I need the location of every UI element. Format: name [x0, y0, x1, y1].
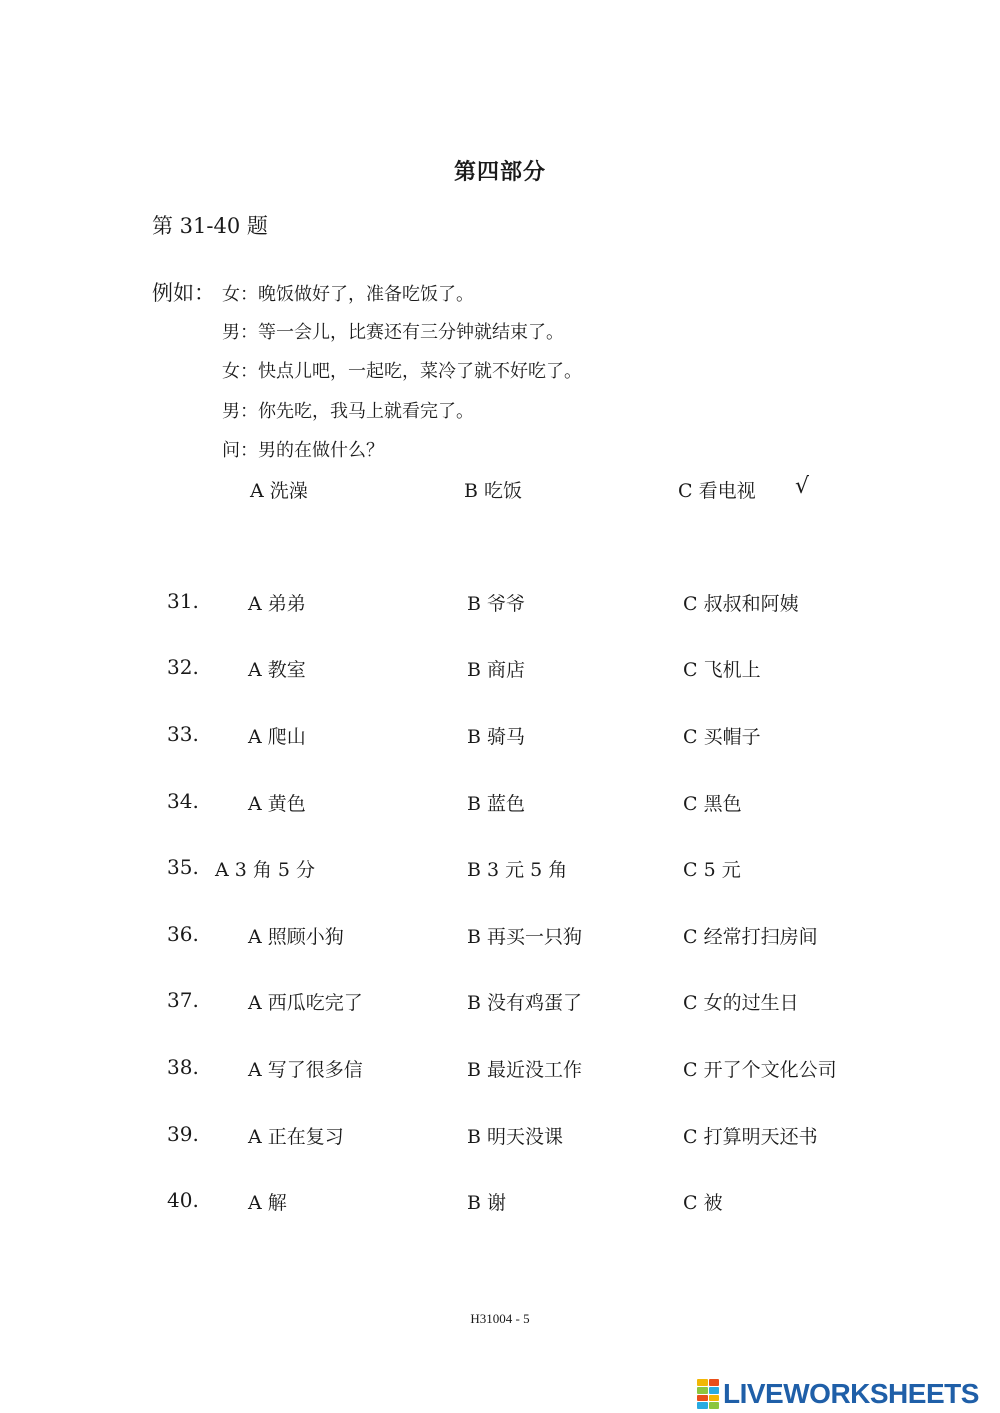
question-option-a: A 照顾小狗	[248, 926, 344, 948]
question-option-a: A 爬山	[248, 726, 306, 748]
question-number: 34.	[167, 789, 199, 813]
question-number: 35.	[167, 855, 199, 879]
example-question: 问：男的在做什么？	[222, 440, 384, 461]
question-option-b: B 骑马	[467, 726, 526, 748]
question-option-a: A 写了很多信	[248, 1059, 363, 1081]
check-mark-icon: √	[795, 474, 810, 499]
question-option-a: A 西瓜吃完了	[248, 992, 363, 1014]
question-option-a: A 弟弟	[248, 593, 306, 615]
brand-logo-icon	[697, 1379, 719, 1409]
question-option-b: B 明天没课	[467, 1126, 564, 1148]
question-number: 39.	[167, 1122, 199, 1146]
question-option-b: B 谢	[467, 1192, 507, 1214]
page-code: H31004 - 5	[470, 1311, 530, 1326]
section-title: 第四部分	[453, 159, 546, 185]
question-option-a: A 教室	[248, 659, 306, 681]
question-option-c: C 开了个文化公司	[683, 1059, 837, 1081]
example-line-4: 男：你先吃，我马上就看完了。	[222, 401, 474, 422]
example-prefix: 例如：	[152, 281, 215, 305]
question-option-c: C 5 元	[683, 859, 741, 881]
question-option-c: C 买帽子	[683, 726, 761, 748]
example-option-a: A 洗澡	[250, 480, 308, 502]
brand-watermark	[697, 1376, 979, 1412]
example-line-2: 男：等一会儿，比赛还有三分钟就结束了。	[222, 322, 564, 343]
question-option-b: B 3 元 5 角	[467, 859, 568, 881]
question-number: 31.	[167, 589, 199, 613]
question-number: 32.	[167, 655, 199, 679]
question-number: 36.	[167, 922, 199, 946]
example-option-c: C 看电视	[678, 480, 756, 502]
question-option-b: B 蓝色	[467, 793, 526, 815]
question-option-a: A 黄色	[248, 793, 306, 815]
question-number: 40.	[167, 1188, 199, 1212]
question-option-c: C 经常打扫房间	[683, 926, 818, 948]
example-line-1: 女：晚饭做好了，准备吃饭了。	[222, 284, 474, 305]
question-option-b: B 商店	[467, 659, 526, 681]
question-option-a: A 3 角 5 分	[215, 859, 316, 881]
question-range: 第 31-40 题	[152, 214, 268, 238]
brand-name: LIVEWORKSHEETS	[723, 1378, 979, 1409]
question-option-a: A 解	[248, 1192, 287, 1214]
question-option-c: C 被	[683, 1192, 723, 1214]
question-option-b: B 再买一只狗	[467, 926, 583, 948]
question-option-c: C 打算明天还书	[683, 1126, 818, 1148]
question-option-b: B 没有鸡蛋了	[467, 992, 583, 1014]
question-option-a: A 正在复习	[248, 1126, 344, 1148]
question-number: 38.	[167, 1055, 199, 1079]
question-option-b: B 最近没工作	[467, 1059, 583, 1081]
question-number: 37.	[167, 988, 199, 1012]
example-line-3: 女：快点儿吧，一起吃，菜冷了就不好吃了。	[222, 361, 582, 382]
question-option-c: C 叔叔和阿姨	[683, 593, 799, 615]
question-option-c: C 黑色	[683, 793, 742, 815]
question-option-c: C 飞机上	[683, 659, 761, 681]
question-option-c: C 女的过生日	[683, 992, 799, 1014]
question-number: 33.	[167, 722, 199, 746]
question-option-b: B 爷爷	[467, 593, 526, 615]
example-option-b: B 吃饭	[464, 480, 523, 502]
